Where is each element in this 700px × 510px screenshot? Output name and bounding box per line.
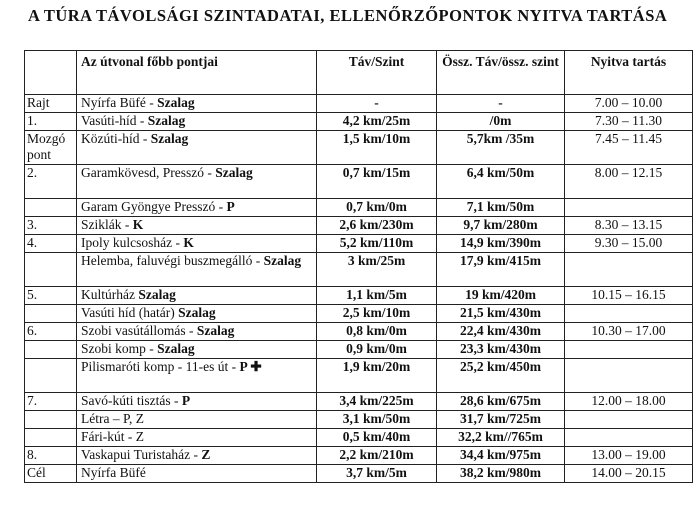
total-cell: 9,7 km/280m xyxy=(437,217,565,235)
route-cell xyxy=(77,287,317,305)
table-row xyxy=(25,217,693,235)
route-cell xyxy=(77,465,317,483)
route-name: Közúti-híd - xyxy=(81,131,151,146)
route-name: Szobi vasútállomás - xyxy=(81,323,197,338)
route-name: Nyírfa Büfé xyxy=(81,465,146,480)
table-row xyxy=(25,323,693,341)
route-name: Létra – P, Z xyxy=(81,411,144,426)
distance-cell: 3 km/25m xyxy=(317,253,437,287)
route-name: Helemba, faluvégi buszmegálló - xyxy=(81,253,264,268)
table-row xyxy=(25,447,693,465)
table-row xyxy=(25,359,693,393)
trail-mark: Szalag xyxy=(215,165,253,180)
distance-cell: 5,2 km/110m xyxy=(317,235,437,253)
trail-mark: Szalag xyxy=(150,131,189,146)
opening-cell xyxy=(565,359,693,393)
opening-cell: 7.00 – 10.00 xyxy=(565,95,693,113)
route-cell xyxy=(77,359,317,393)
trail-mark: Szalag xyxy=(157,341,195,356)
route-name: Vasúti híd (határ) xyxy=(81,305,179,320)
distance-cell: - xyxy=(317,95,437,113)
table-row xyxy=(25,95,693,113)
table-row xyxy=(25,199,693,217)
total-cell: 25,2 km/450m xyxy=(437,359,565,393)
trail-mark: P xyxy=(181,393,191,408)
table-header-row xyxy=(25,51,693,95)
opening-cell xyxy=(565,199,693,217)
table-row xyxy=(25,465,693,483)
distance-cell: 1,1 km/5m xyxy=(317,287,437,305)
checkpoint-cell: 1. xyxy=(25,113,77,131)
total-cell: 21,5 km/430m xyxy=(437,305,565,323)
distance-cell: 0,9 km/0m xyxy=(317,341,437,359)
route-cell xyxy=(77,447,317,465)
checkpoint-cell: Mozgó pont xyxy=(25,131,77,165)
table-row xyxy=(25,411,693,429)
distance-cell: 2,2 km/210m xyxy=(317,447,437,465)
total-cell: 7,1 km/50m xyxy=(437,199,565,217)
checkpoint-cell xyxy=(25,305,77,323)
distance-cell: 1,5 km/10m xyxy=(317,131,437,165)
checkpoint-cell: 2. xyxy=(25,165,77,199)
route-cell xyxy=(77,235,317,253)
checkpoint-cell xyxy=(25,359,77,393)
opening-cell: 13.00 – 19.00 xyxy=(565,447,693,465)
total-cell: 5,7km /35m xyxy=(437,131,565,165)
checkpoint-cell xyxy=(25,341,77,359)
opening-cell: 8.00 – 12.15 xyxy=(565,165,693,199)
distance-cell: 3,1 km/50m xyxy=(317,411,437,429)
header-opening: Nyitva tartás xyxy=(565,51,693,95)
checkpoint-cell xyxy=(25,253,77,287)
checkpoint-cell xyxy=(25,429,77,447)
route-name: Pilismaróti komp - 11-es út - xyxy=(81,359,240,374)
route-cell xyxy=(77,253,317,287)
distance-cell: 1,9 km/20m xyxy=(317,359,437,393)
trail-mark: Szalag xyxy=(157,95,195,110)
header-total: Össz. Táv/össz. szint xyxy=(437,51,565,95)
route-cell xyxy=(77,217,317,235)
route-cell xyxy=(77,429,317,447)
route-cell xyxy=(77,165,317,199)
route-name: Savó-kúti tisztás - xyxy=(81,393,182,408)
header-checkpoint xyxy=(25,51,77,95)
table-row xyxy=(25,305,693,323)
opening-cell xyxy=(565,429,693,447)
table-row xyxy=(25,341,693,359)
route-cell xyxy=(77,393,317,411)
trail-mark: Z xyxy=(201,447,211,462)
route-cell xyxy=(77,95,317,113)
distance-cell: 4,2 km/25m xyxy=(317,113,437,131)
route-cell xyxy=(77,411,317,429)
opening-cell: 10.15 – 16.15 xyxy=(565,287,693,305)
table-row xyxy=(25,235,693,253)
table-row xyxy=(25,429,693,447)
opening-cell: 7.30 – 11.30 xyxy=(565,113,693,131)
trail-mark: Szalag xyxy=(138,287,176,302)
total-cell: 38,2 km/980m xyxy=(437,465,565,483)
checkpoint-cell: 5. xyxy=(25,287,77,305)
route-name: Sziklák - xyxy=(81,217,133,232)
checkpoint-cell: 8. xyxy=(25,447,77,465)
route-name: Garamkövesd, Presszó - xyxy=(81,165,216,180)
route-cell xyxy=(77,323,317,341)
opening-cell xyxy=(565,305,693,323)
distance-cell: 3,4 km/225m xyxy=(317,393,437,411)
total-cell: 31,7 km/725m xyxy=(437,411,565,429)
distance-cell: 0,7 km/15m xyxy=(317,165,437,199)
total-cell: 22,4 km/430m xyxy=(437,323,565,341)
route-name: Nyírfa Büfé - xyxy=(81,95,158,110)
trail-mark: K xyxy=(132,217,144,232)
header-distance: Táv/Szint xyxy=(317,51,437,95)
table-row xyxy=(25,253,693,287)
trail-mark: Szalag xyxy=(178,305,216,320)
route-name: Ipoly kulcsosház - xyxy=(81,235,184,250)
total-cell: /0m xyxy=(437,113,565,131)
distance-cell: 3,7 km/5m xyxy=(317,465,437,483)
total-cell: 14,9 km/390m xyxy=(437,235,565,253)
table-row xyxy=(25,131,693,165)
opening-cell xyxy=(565,253,693,287)
page-title: A TÚRA TÁVOLSÁGI SZINTADATAI, ELLENŐRZŐPONTOK NYITVA TARTÁSA xyxy=(28,6,668,25)
opening-cell: 14.00 – 20.15 xyxy=(565,465,693,483)
opening-cell: 7.45 – 11.45 xyxy=(565,131,693,165)
opening-cell xyxy=(565,411,693,429)
distance-cell: 2,6 km/230m xyxy=(317,217,437,235)
trail-mark: Szalag xyxy=(196,323,235,338)
distance-cell: 0,7 km/0m xyxy=(317,199,437,217)
trail-mark: P xyxy=(226,199,235,214)
total-cell: - xyxy=(437,95,565,113)
total-cell: 17,9 km/415m xyxy=(437,253,565,287)
route-cell xyxy=(77,113,317,131)
total-cell: 23,3 km/430m xyxy=(437,341,565,359)
distance-cell: 2,5 km/10m xyxy=(317,305,437,323)
checkpoint-cell xyxy=(25,411,77,429)
table-row xyxy=(25,393,693,411)
total-cell: 19 km/420m xyxy=(437,287,565,305)
route-name: Szobi komp - xyxy=(81,341,158,356)
opening-cell: 12.00 – 18.00 xyxy=(565,393,693,411)
route-table xyxy=(24,50,693,483)
route-cell xyxy=(77,341,317,359)
checkpoint-cell: Rajt xyxy=(25,95,77,113)
route-name: Fári-kút - Z xyxy=(81,429,144,444)
opening-cell: 10.30 – 17.00 xyxy=(565,323,693,341)
route-name: Vasúti-híd - xyxy=(81,113,148,128)
total-cell: 34,4 km/975m xyxy=(437,447,565,465)
total-cell: 28,6 km/675m xyxy=(437,393,565,411)
distance-cell: 0,8 km/0m xyxy=(317,323,437,341)
route-cell xyxy=(77,131,317,165)
route-name: Vaskapui Turistaház - xyxy=(81,447,202,462)
checkpoint-cell xyxy=(25,199,77,217)
checkpoint-cell: Cél xyxy=(25,465,77,483)
distance-cell: 0,5 km/40m xyxy=(317,429,437,447)
trail-mark: Szalag xyxy=(147,113,186,128)
route-cell xyxy=(77,305,317,323)
route-name: Garam Gyöngye Presszó - xyxy=(81,199,227,214)
table-row xyxy=(25,165,693,199)
table-row xyxy=(25,287,693,305)
opening-cell xyxy=(565,341,693,359)
table-row xyxy=(25,113,693,131)
checkpoint-cell: 3. xyxy=(25,217,77,235)
route-cell xyxy=(77,199,317,217)
total-cell: 32,2 km//765m xyxy=(437,429,565,447)
checkpoint-cell: 4. xyxy=(25,235,77,253)
route-name: Kultúrház xyxy=(81,287,139,302)
trail-mark: P ✚ xyxy=(239,359,262,374)
trail-mark: K xyxy=(183,235,194,250)
checkpoint-cell: 7. xyxy=(25,393,77,411)
opening-cell: 9.30 – 15.00 xyxy=(565,235,693,253)
trail-mark: Szalag xyxy=(263,253,302,268)
checkpoint-cell: 6. xyxy=(25,323,77,341)
opening-cell: 8.30 – 13.15 xyxy=(565,217,693,235)
total-cell: 6,4 km/50m xyxy=(437,165,565,199)
header-route: Az útvonal főbb pontjai xyxy=(77,51,317,95)
